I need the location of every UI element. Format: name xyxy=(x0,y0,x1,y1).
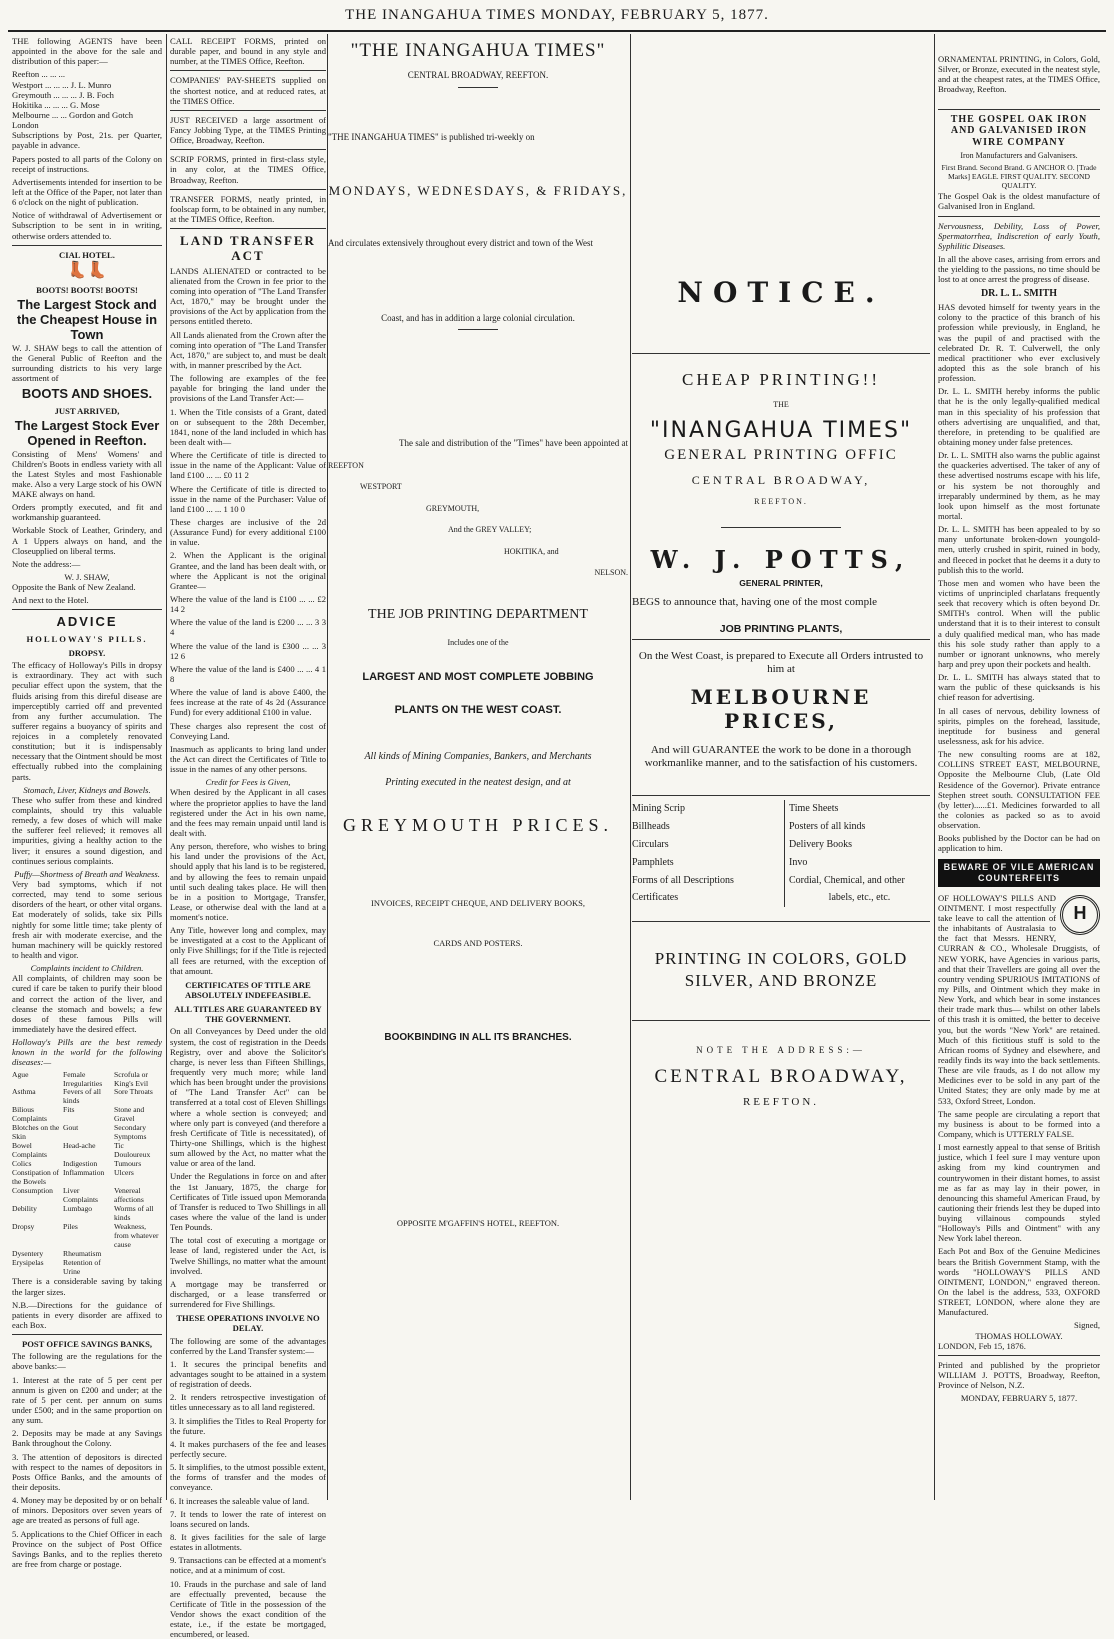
operations-heading: THESE OPERATIONS INVOLVE NO DELAY. xyxy=(170,1313,326,1333)
boots-cry: BOOTS! BOOTS! BOOTS! xyxy=(12,285,162,295)
job-type-item: Posters of all kinds xyxy=(789,818,930,836)
credit-body: When desired by the Applicant in all cases where the proprietor applies to have the land registered under the Act in his own name, and the fees may remain unpaid until land is dealt with. xyxy=(170,787,326,838)
holloway-heading: HOLLOWAY'S PILLS. xyxy=(12,634,162,644)
greymouth-prices: GREYMOUTH PRICES. xyxy=(328,815,628,836)
saving-text: There is a considerable saving by taking the larger sizes. xyxy=(12,1276,162,1296)
times-title: "THE INANGAHUA TIMES" xyxy=(328,40,628,62)
largest-stock-heading: The Largest Stock Ever Opened in Reefton. xyxy=(12,418,162,449)
divider xyxy=(12,609,162,610)
consulting-text: The new consulting rooms are at 182, COLLINS STREET EAST, MELBOURNE, Opposite the Melbourne Club, (Late Old Residence of the Governor). Private entrance Stephen street south. CONSULTATION FEE (by letter)......£1. Medicines forwarded to all the colonies as packed so as to avoid observation. xyxy=(938,749,1100,830)
orders-text: Orders promptly executed, and fit and workmanship guaranteed. xyxy=(12,502,162,522)
disease-item: Piles xyxy=(63,1223,111,1250)
boots-title: The Largest Stock and the Cheapest House in Town xyxy=(12,297,162,343)
disease-item: Bowel Complaints xyxy=(12,1142,60,1160)
divider xyxy=(12,245,162,246)
divider xyxy=(170,228,326,229)
disease-item: Constipation of the Bowels xyxy=(12,1169,60,1187)
po-rule: 4. Money may be deposited by or on behalf of minors. Depositors over seven years of age are treated as persons of full age. xyxy=(12,1495,162,1525)
boot-icon: 👢👢 xyxy=(12,262,162,281)
disease-item: Tumours xyxy=(114,1160,162,1169)
just-received-ad: JUST RECEIVED a large assortment of Fancy Jobbing Type, at the TIMES Printing Office, Broadway, Reefton. xyxy=(170,115,326,145)
job-plants-heading: JOB PRINTING PLANTS, xyxy=(632,623,930,635)
smith-seen-2: Those men and women who have been the victims of unprincipled charlatans frequently seek that recovery which is often beyond Dr. SMITH's control. When will the public understand that it is to their interest to consult a duly qualified medical man, who has made this his sole study rather than apply to a number or ignorant unknowns, who merely harp and prey upon their pockets and health. xyxy=(938,578,1100,669)
reefton-label-2: REEFTON. xyxy=(632,1096,930,1109)
divider xyxy=(12,1334,162,1335)
next-to-text: And next to the Hotel. xyxy=(12,595,162,605)
disease-item: Lumbago xyxy=(63,1205,111,1223)
advantage-item: 4. It makes purchasers of the fee and leases perfectly secure. xyxy=(170,1439,326,1459)
advertisements-text: Advertisements intended for insertion to be left at the Office of the Paper, not later than 6 o'clock on the night of publication. xyxy=(12,177,162,207)
dropsy-heading: DROPSY. xyxy=(12,648,162,658)
agent-row: Westport ... ... ... J. L. Munro xyxy=(12,80,162,90)
imprint-date: MONDAY, FEBRUARY 5, 1877. xyxy=(938,1393,1100,1403)
po-rule: 3. The attention of depositors is directed with respect to the names of depositors in Posts Office Banks, and the amounts of their deposits. xyxy=(12,1452,162,1493)
po-rule: 1. Interest at the rate of 5 per cent per annum is given on £200 and under; at the rate of 5 per cent. per annum on sums under £500; and in the same proportion on any sum. xyxy=(12,1375,162,1426)
nervousness-body: In all the above cases, arrising from errors and the yielding to the passions, no time should be lost to at once arrest the progress of disease. xyxy=(938,254,1100,284)
disease-item: Ulcers xyxy=(114,1169,162,1187)
divider xyxy=(632,639,930,640)
stomach-body: These who suffer from these and kindred complaints, should try this valuable remedy, a few doses of which will make the sufferer feel relieved; it removes all impurities, giving a healthy action to the liver; it ensures a sound digestion, and continues serious complaints. xyxy=(12,795,162,866)
advantage-item: 6. It increases the saleable value of land. xyxy=(170,1496,326,1506)
disease-item: Venereal affections xyxy=(114,1187,162,1205)
advice-heading: ADVICE xyxy=(12,614,162,629)
divider xyxy=(170,149,326,150)
conveyances-text: On all Conveyances by Deed under the old system, the cost of registration in the Deeds Registry, over and above the Solicitor's charge, is never less than Fifteen Shillings, frequently very much more; while land which has been brought under the provisions of "The Land Transfer Act" can be transferred at a total cost of Eleven Shillings where a whole section is conveyed; and where only part is conveyed (and therefore a fresh Certificate of Title is necessitated), of Thirty-one Shillings, which is the highest sum allowed by the Act, no matter what the value or area of the land. xyxy=(170,1026,326,1168)
consisting-text: Consisting of Mens' Womens' and Children's Boots in endless variety with all the Latest Styles and most Fashionable make. Also a very Large stock of his OWN MAKE always on hand. xyxy=(12,449,162,500)
children-body: All complaints, of children may soon be cured if care be taken to purify their blood and correct the action of the liver, and cleanse the stomach and bowels; a few doses of these famous Pills will immediately have the desired effect. xyxy=(12,973,162,1034)
withdrawal-text: Notice of withdrawal of Advertisement or Subscription to be sent in in writing, otherwise orders attended to. xyxy=(12,210,162,240)
workmanship-text: Workable Stock of Leather, Grindery, and A 1 Uppers always on hand, and the Closeupplied on liberal terms. xyxy=(12,525,162,555)
certificates-heading: CERTIFICATES OF TITLE ARE ABSOLUTELY INDEFEASIBLE. xyxy=(170,980,326,1000)
disease-item: Retention of Urine xyxy=(63,1259,111,1277)
po-rule: 2. Deposits may be made at any Savings Bank throughout the Colony. xyxy=(12,1428,162,1448)
smith-heading: DR. L. L. SMITH xyxy=(938,288,1100,300)
coast-text: Coast, and has in addition a large colonial circulation. xyxy=(328,313,628,324)
masthead-rule xyxy=(8,30,1106,32)
column-4 xyxy=(632,36,930,1498)
inangahua-times-heading: "INANGAHUA TIMES" xyxy=(632,418,930,444)
plants-west-coast: PLANTS ON THE WEST COAST. xyxy=(328,704,628,717)
fee-row: Where the value of the land is £400 ... ... 4 1 8 xyxy=(170,664,326,684)
job-type-item: Mining Scrip xyxy=(632,800,778,818)
disease-item: Stone and Gravel xyxy=(114,1106,162,1124)
fee-row: Where the value of land is above £400, the fees increase at the rate of 4s 2d (Assurance Fund) for every additional £100 in value. xyxy=(170,687,326,717)
all-titles-heading: ALL TITLES ARE GUARANTEED BY THE GOVERNMENT. xyxy=(170,1004,326,1024)
divider xyxy=(458,329,498,330)
smith-cases: In all cases of nervous, debility lowness of spirits, pimples on the forehead, lassitude, ineptitude for business and general uselessness, ask for his advice. xyxy=(938,706,1100,747)
disease-item: Dropsy xyxy=(12,1223,60,1250)
disease-item: Liver Complaints xyxy=(63,1187,111,1205)
smith-always: Dr. L. L. SMITH has always stated that to warn the public of these quicksands is his chief reason for advertising. xyxy=(938,672,1100,702)
place-reefton: REEFTON xyxy=(328,461,628,470)
disease-item: Head-ache xyxy=(63,1142,111,1160)
dropsy-body: The efficacy of Holloway's Pills in dropsy is extraordinary. They act with such peculiar effect upon the system, that the fluids arising from this direful disease are imperceptibly carried off and prevented from any further accumulation. The sufferer regains a buoyancy of spirits and rejoices in a completely renovated constitution; but it is indispensably necessary that the Ointment should be most effectually rubbed into the complaining parts. xyxy=(12,660,162,782)
divider xyxy=(458,87,498,88)
disease-item: Secondary Symptoms xyxy=(114,1124,162,1142)
note-address: Note the address:— xyxy=(12,559,162,569)
divider xyxy=(170,189,326,190)
any-person-text: Any person, therefore, who wishes to bring his land under the provisions of the Act, should apply that his land is to be registered, and by allowing the fees to remain unpaid until such dealing takes place. He will then be in a position to Mortgage, Transfer, Lease, or otherwise deal with the land at a moment's notice. xyxy=(170,841,326,922)
disease-item: Indigestion xyxy=(63,1160,111,1169)
disease-item xyxy=(114,1259,162,1277)
credit-heading: Credit for Fees is Given, xyxy=(170,777,326,787)
po-rule: 5. Applications to the Chief Officer in each Province on the subject of Post Office Savings Banks, and to the replies thereto are free from charge or postage. xyxy=(12,1529,162,1570)
smith-informs: Dr. L. L. SMITH hereby informs the public that he is the only legally-qualified medical man in this speciality of his profession that others advertising are unqualified, and that, therefore, in pretending to be qualified are obtaining money under false pretences. xyxy=(938,386,1100,447)
agents-list xyxy=(12,69,162,130)
guarantee-text: And will GUARANTEE the work to be done in a thorough workmanlike manner, and to the satisfaction of his customers. xyxy=(632,744,930,770)
column-divider xyxy=(166,34,167,1500)
publication-days: MONDAYS, WEDNESDAYS, & FRIDAYS, xyxy=(328,183,628,198)
disease-item: Sore Throats xyxy=(114,1088,162,1106)
job-type-item: Pamphlets xyxy=(632,854,778,872)
job-type-item: labels, etc., etc. xyxy=(789,889,930,907)
disease-item: Inflammation xyxy=(63,1169,111,1187)
disease-item: Fits xyxy=(63,1106,111,1124)
imprint-text: Printed and published by the proprietor WILLIAM J. POTTS, Broadway, Reefton, Province of Nelson, N.Z. xyxy=(938,1360,1100,1390)
fee-row: These charges are inclusive of the 2d (Assurance Fund) for every additional £100 in value. xyxy=(170,517,326,547)
begs-text: BEGS to announce that, having one of the most comple xyxy=(632,596,930,609)
transfer-ad: TRANSFER FORMS, neatly printed, in foolscap form, to be obtained in any number, at the TIMES Office, Reefton. xyxy=(170,194,326,224)
advantage-item: 7. It tends to lower the rate of interest on loans secured on lands. xyxy=(170,1509,326,1529)
shaw-name: W. J. SHAW, xyxy=(12,572,162,582)
includes-text: Includes one of the xyxy=(328,638,628,647)
job-type-item: Circulars xyxy=(632,836,778,854)
holloway-date: LONDON, Feb 15, 1876. xyxy=(938,1341,1100,1351)
advantage-item: 2. It renders retrospective investigation of titles unnecessary as to all land registered. xyxy=(170,1392,326,1412)
books-text: Books published by the Doctor can be had on application to him. xyxy=(938,833,1100,853)
column-divider xyxy=(934,34,935,1500)
same-people-text: The same people are circulating a report that my business is about to be formed into a Company, which is UTTERLY FALSE. xyxy=(938,1109,1100,1139)
agent-row: Hokitika ... ... ... G. Mose xyxy=(12,100,162,110)
agents-intro: THE following AGENTS have been appointed in the above for the sale and distribution of this paper:— xyxy=(12,36,162,66)
job-type-item: Invo xyxy=(789,854,930,872)
times-address: CENTRAL BROADWAY, REEFTON. xyxy=(328,70,628,81)
stomach-heading: Stomach, Liver, Kidneys and Bowels. xyxy=(12,785,162,795)
divider xyxy=(938,1355,1100,1356)
fee-row: 2. When the Applicant is the original Grantee, and the land has been dealt with, or where the Applicant is not the original Grantee— xyxy=(170,550,326,591)
column-5 xyxy=(938,36,1100,1498)
signed-label: Signed, xyxy=(938,1320,1100,1330)
puffy-body: Very bad symptoms, which if not corrected, may tend to some serious disorders of the heart, or other vital organs. Eat moderately of solids, take six Pills nightly for some little time; take plenty of fresh air with moderate exercise, and the human machinery will be quickly restored to health and vigor. xyxy=(12,879,162,960)
subscriptions-text: Subscriptions by Post, 21s. per Quarter, payable in advance. xyxy=(12,130,162,150)
holloway-trademark-icon: H xyxy=(1060,895,1100,935)
general-printer: GENERAL PRINTER, xyxy=(632,578,930,588)
directions-text: N.B.—Directions for the guidance of patients in every disorder are affixed to each Box. xyxy=(12,1300,162,1330)
job-types-list xyxy=(632,800,930,907)
disease-item xyxy=(114,1250,162,1259)
divider xyxy=(721,527,841,528)
advantage-item: 1. It secures the principal benefits and advantages sought to be attained in a system of registration of deeds. xyxy=(170,1359,326,1389)
disease-item: Tic Douloureux xyxy=(114,1142,162,1160)
place-greymouth: GREYMOUTH, xyxy=(328,504,628,513)
largest-jobbing: LARGEST AND MOST COMPLETE JOBBING xyxy=(328,671,628,684)
fee-row: Where the value of the land is £300 ... ... 3 12 6 xyxy=(170,641,326,661)
printing-exec-text: Printing executed in the neatest design, and at xyxy=(328,777,628,789)
west-coast-text: On the West Coast, is prepared to Execute all Orders intrusted to him at xyxy=(632,650,930,676)
opposite-text: Opposite the Bank of New Zealand. xyxy=(12,582,162,592)
disease-item: Bilious Complaints xyxy=(12,1106,60,1124)
fee-row: 1. When the Title consists of a Grant, dated on or subsequent to the 28th December, 1841, none of the land included in which has been dealt with— xyxy=(170,407,326,448)
job-type-item: Billheads xyxy=(632,818,778,836)
fee-row: These charges also represent the cost of Conveying Land. xyxy=(170,721,326,741)
bookbinding-text: BOOKBINDING IN ALL ITS BRANCHES. xyxy=(328,1032,628,1044)
call-receipt-ad: CALL RECEIPT FORMS, printed on durable paper, and bound in any style and number, at the TIMES Office, Reefton. xyxy=(170,36,326,66)
disease-item: Scrofula or King's Evil xyxy=(114,1071,162,1089)
agent-row: Reefton ... ... ... xyxy=(12,69,162,79)
job-type-item: Forms of all Descriptions xyxy=(632,872,778,890)
melbourne-prices: MELBOURNE PRICES, xyxy=(632,686,930,733)
disease-list xyxy=(12,1071,162,1277)
nervousness-heading: Nervousness, Debility, Loss of Power, Spermatorrhea, Indiscretion of early Youth, Syphilitic Diseases. xyxy=(938,221,1100,251)
all-kinds-text: All kinds of Mining Companies, Bankers, and Merchants xyxy=(328,751,628,763)
job-type-item: Time Sheets xyxy=(789,800,930,818)
appeal-text: I most earnestly appeal to that sense of British justice, which I feel sure I may venture upon asking from my kind countrymen and countrywomen in their distant homes, to assist me as far as may lay in their power, in denouncing this shameful American Fraud, by cautioning their friends lest they be duped into buying villainous compounds styled "Holloway's Pills and Ointment" with any New York label thereon. xyxy=(938,1142,1100,1243)
potts-name: W. J. POTTS, xyxy=(632,546,930,574)
smith-warns: Dr. L. L. SMITH also warns the public against the quackeries advertised. The taker of any of these advertised nostrums escape with his life, or his system be not thoroughly and irreparably undermined by them, as he may look upon himself as the most fortunate mortal. xyxy=(938,450,1100,521)
companies-ad: COMPANIES' PAY-SHEETS supplied on the shortest notice, and at reduced rates, at the TIMES Office. xyxy=(170,75,326,105)
fee-row: Where the Certificate of title is directed to issue in the name of the Purchaser: Value of land £100 ... ... 1 10 0 xyxy=(170,484,326,514)
divider xyxy=(632,353,930,354)
column-1 xyxy=(12,36,162,1498)
brands-text: First Brand. Second Brand. G ANCHOR O. [Trade Marks] EAGLE. FIRST QUALITY. SECOND QUALITY. xyxy=(938,164,1100,191)
job-type-item: Certificates xyxy=(632,889,778,907)
advantage-item: 10. Frauds in the purchase and sale of land are effectually prevented, because the Certificate of Title in the possession of the Vendor shows the exact condition of the estate, i.e., if the estate be mortgaged, encumbered, or leased. xyxy=(170,1579,326,1639)
smith-body: HAS devoted himself for twenty years in the colony to the practice of this branch of his profession while previously, in England, he was the pupil of and practised with the celebrated Dr. R. T. Culverwell, the only medical practitioner who ever exclusively adopted this as the sole branch of his profession. xyxy=(938,302,1100,383)
agent-row: Greymouth ... ... ... J. B. Foch xyxy=(12,90,162,100)
po-intro: The following are the regulations for the above banks:— xyxy=(12,1351,162,1371)
opposite-hotel-text: OPPOSITE M'GAFFIN'S HOTEL, REEFTON. xyxy=(328,1218,628,1228)
disease-item: Weakness, from whatever cause xyxy=(114,1223,162,1250)
disease-item: Dysentery xyxy=(12,1250,60,1259)
puffy-heading: Puffy—Shortness of Breath and Weakness. xyxy=(12,869,162,879)
each-pot-text: Each Pot and Box of the Genuine Medicines bears the British Government Stamp, with the words "HOLLOWAY'S PILLS AND OINTMENT, LONDON," engraved thereon. On the label is the address, 533, OXFORD STREET, LONDON, where alone they are Manufactured. xyxy=(938,1246,1100,1317)
cheap-printing-heading: CHEAP PRINTING!! xyxy=(632,370,930,390)
disease-item: Blotches on the Skin xyxy=(12,1124,60,1142)
disease-item: Ague xyxy=(12,1071,60,1089)
all-lands-text: All Lands alienated from the Crown after the coming into operation of "The Land Transfer Act, 1870," are subject to, and must be dealt with, in manner prescribed by the Act. xyxy=(170,330,326,371)
divider xyxy=(170,70,326,71)
disease-item: Debility xyxy=(12,1205,60,1223)
gospel-heading: THE GOSPEL OAK IRON AND GALVANISED IRON WIRE COMPANY xyxy=(938,114,1100,149)
disease-item: Rheumatism xyxy=(63,1250,111,1259)
thomas-holloway: THOMAS HOLLOWAY. xyxy=(938,1331,1100,1341)
gospel-oak-text: The Gospel Oak is the oldest manufacture of Galvanised Iron in England. xyxy=(938,191,1100,211)
place-grey-valley: And the GREY VALLEY; xyxy=(328,525,628,534)
papers-posted-text: Papers posted to all parts of the Colony on receipt of instructions. xyxy=(12,154,162,174)
fees-intro: The following are examples of the fee payable for bringing the land under the provisions of the Land Transfer Act:— xyxy=(170,373,326,403)
notice-heading: NOTICE. xyxy=(632,276,930,309)
job-dept-heading: THE JOB PRINTING DEPARTMENT xyxy=(328,607,628,624)
column-3 xyxy=(328,36,628,1498)
general-printing-office: GENERAL PRINTING OFFIC xyxy=(632,447,930,465)
disease-item: Gout xyxy=(63,1124,111,1142)
colors-heading: PRINTING IN COLORS, GOLD SILVER, AND BRONZE xyxy=(632,948,930,992)
masthead: THE INANGAHUA TIMES MONDAY, FEBRUARY 5, 1877. xyxy=(0,0,1114,30)
advantage-item: 5. It simplifies, to the utmost possible extent, the forms of transfer and the modes of conveyance. xyxy=(170,1462,326,1492)
divider xyxy=(938,109,1100,110)
boots-shoes-heading: BOOTS AND SHOES. xyxy=(12,386,162,401)
divider xyxy=(632,921,930,922)
job-type-item: Delivery Books xyxy=(789,836,930,854)
column-2 xyxy=(170,36,326,1498)
disease-item: Colics xyxy=(12,1160,60,1169)
any-title-text: Any Title, however long and complex, may be investigated at a cost to the Applicant of only Five Shillings; for if the Title is rejected all fees are returned, with the exception of that amount. xyxy=(170,925,326,976)
best-remedy-text: Holloway's Pills are the best remedy known in the world for the following diseases:— xyxy=(12,1037,162,1067)
disease-item: Female Irregularities xyxy=(63,1071,111,1089)
regulations-text: Under the Regulations in force on and after the 1st January, 1875, the charge for Certificates of Title issued upon Memoranda of Transfer is reduced to Two Shillings in all cases where the value of the land is under Ten Pounds. xyxy=(170,1171,326,1232)
land-act-heading: LAND TRANSFER ACT xyxy=(170,233,326,264)
note-address-heading: NOTE THE ADDRESS:— xyxy=(632,1045,930,1056)
hotel-heading: CIAL HOTEL. xyxy=(12,250,162,260)
scrip-ad: SCRIP FORMS, printed in first-class style, in any color, at the TIMES Office, Broadway, Reefton. xyxy=(170,154,326,184)
children-heading: Complaints incident to Children. xyxy=(12,963,162,973)
agent-row: London xyxy=(12,120,162,130)
advantages-intro: The following are some of the advantages conferred by the Land Transfer system:— xyxy=(170,1336,326,1356)
divider xyxy=(938,216,1100,217)
central-broadway-2: CENTRAL BROADWAY, xyxy=(632,1066,930,1088)
column-divider xyxy=(630,34,631,1500)
fee-row: Where the value of the land is £100 ... ... £2 14 2 xyxy=(170,594,326,614)
disease-item: Fevers of all kinds xyxy=(63,1088,111,1106)
advantage-item: 8. It gives facilities for the sale of large estates in allotments. xyxy=(170,1532,326,1552)
reefton-label: REEFTON. xyxy=(632,497,930,506)
place-westport: WESTPORT xyxy=(328,482,628,491)
shaw-body: W. J. SHAW begs to call the attention of the General Public of Reefton and the surrounding districts to his very large assortment of xyxy=(12,343,162,384)
place-nelson: NELSON. xyxy=(328,568,628,577)
published-text: "THE INANGAHUA TIMES" is published tri-weekly on xyxy=(328,132,628,143)
mortgage-text: A mortgage may be transferred or discharged, or a lease transferred or surrendered for Five Shillings. xyxy=(170,1279,326,1309)
divider xyxy=(632,1020,930,1021)
central-broadway: CENTRAL BROADWAY, xyxy=(632,473,930,487)
disease-item: Worms of all kinds xyxy=(114,1205,162,1223)
disease-item: Erysipelas xyxy=(12,1259,60,1277)
advantage-item: 9. Transactions can be effected at a moment's notice, and at a minimum of cost. xyxy=(170,1555,326,1575)
iron-text: Iron Manufacturers and Galvanisers. xyxy=(938,151,1100,160)
advantage-item: 3. It simplifies the Titles to Real Property for the future. xyxy=(170,1416,326,1436)
just-arrived: JUST ARRIVED, xyxy=(12,406,162,416)
job-type-item: Cordial, Chemical, and other xyxy=(789,872,930,890)
total-cost-text: The total cost of executing a mortgage or lease of land, registered under the Act, is Twelve Shillings, no matter what the amount involved. xyxy=(170,1235,326,1276)
of-holloway-text: OF HOLLOWAY'S PILLS AND OINTMENT. I most respectfully take leave to call the attention of the inhabitants of Australasia to the fact that Messrs. HENRY, CURRAN & CO., Wholesale Druggists, of NEW YORK, have Agencies in various parts, and that their Travellers are going all over the country vending SPURIOUS IMITATIONS of my Pills, and Ointment which they make in New York, and which bear in some instances their trade mark thus— whilst on other labels of this trash it is omitted, the better to deceive you, but the words "New York" are retained. Much of this fictitious stuff is sold to the African rooms of Sydney and elsewhere, and readily finds its way into the back settlements. These are vile frauds, as I do not allow my Medicines ever to be sold in any part of the United States; they are only made by me at 533, Oxford Street, London. xyxy=(938,893,1100,1106)
inasmuch-text: Inasmuch as applicants to bring land under the Act can direct the Certificates of Title to issue in the names of any other persons. xyxy=(170,744,326,774)
circulates-text: And circulates extensively throughout every district and town of the West xyxy=(328,238,628,249)
post-office-heading: POST OFFICE SAVINGS BANKS, xyxy=(12,1339,162,1349)
fee-row: Where the value of the land is £200 ... ... 3 3 4 xyxy=(170,617,326,637)
disease-item: Asthma xyxy=(12,1088,60,1106)
fee-row: Where the Certificate of title is directed to issue in the name of the Applicant: Value of land £100 ... ... £0 11 2 xyxy=(170,450,326,480)
cards-text: CARDS AND POSTERS. xyxy=(328,938,628,948)
beware-banner: BEWARE OF VILE AMERICAN COUNTERFEITS xyxy=(938,859,1100,886)
disease-item: Consumption xyxy=(12,1187,60,1205)
divider xyxy=(632,795,930,796)
place-hokitika: HOKITIKA, and xyxy=(328,547,628,556)
lands-alienated-text: LANDS ALIENATED or contracted to be alienated from the Crown in fee prior to the coming into operation of "The Land Transfer Act, 1870," may be brought under the provisions of the Act by application from the persons entitled thereto. xyxy=(170,266,326,327)
agent-row: Melbourne ... ... Gordon and Gotch xyxy=(12,110,162,120)
ornamental-ad: ORNAMENTAL PRINTING, in Colors, Gold, Silver, or Bronze, executed in the neatest style, and at the cheapest rates, at the TIMES Office, Broadway, Reefton. xyxy=(938,54,1100,95)
divider xyxy=(170,110,326,111)
sale-text: The sale and distribution of the "Times" have been appointed at xyxy=(328,438,628,449)
the-label: THE xyxy=(632,400,930,409)
invoices-text: INVOICES, RECEIPT CHEQUE, AND DELIVERY BOOKS, xyxy=(328,898,628,908)
smith-seen: Dr. L. L. SMITH has been appealed to by so many unfortunate broken-down youngold-men, utterly crushed in spirit, ruined in body, and fleeced in pocket that he deems it a duty to publish this to the world. xyxy=(938,524,1100,575)
